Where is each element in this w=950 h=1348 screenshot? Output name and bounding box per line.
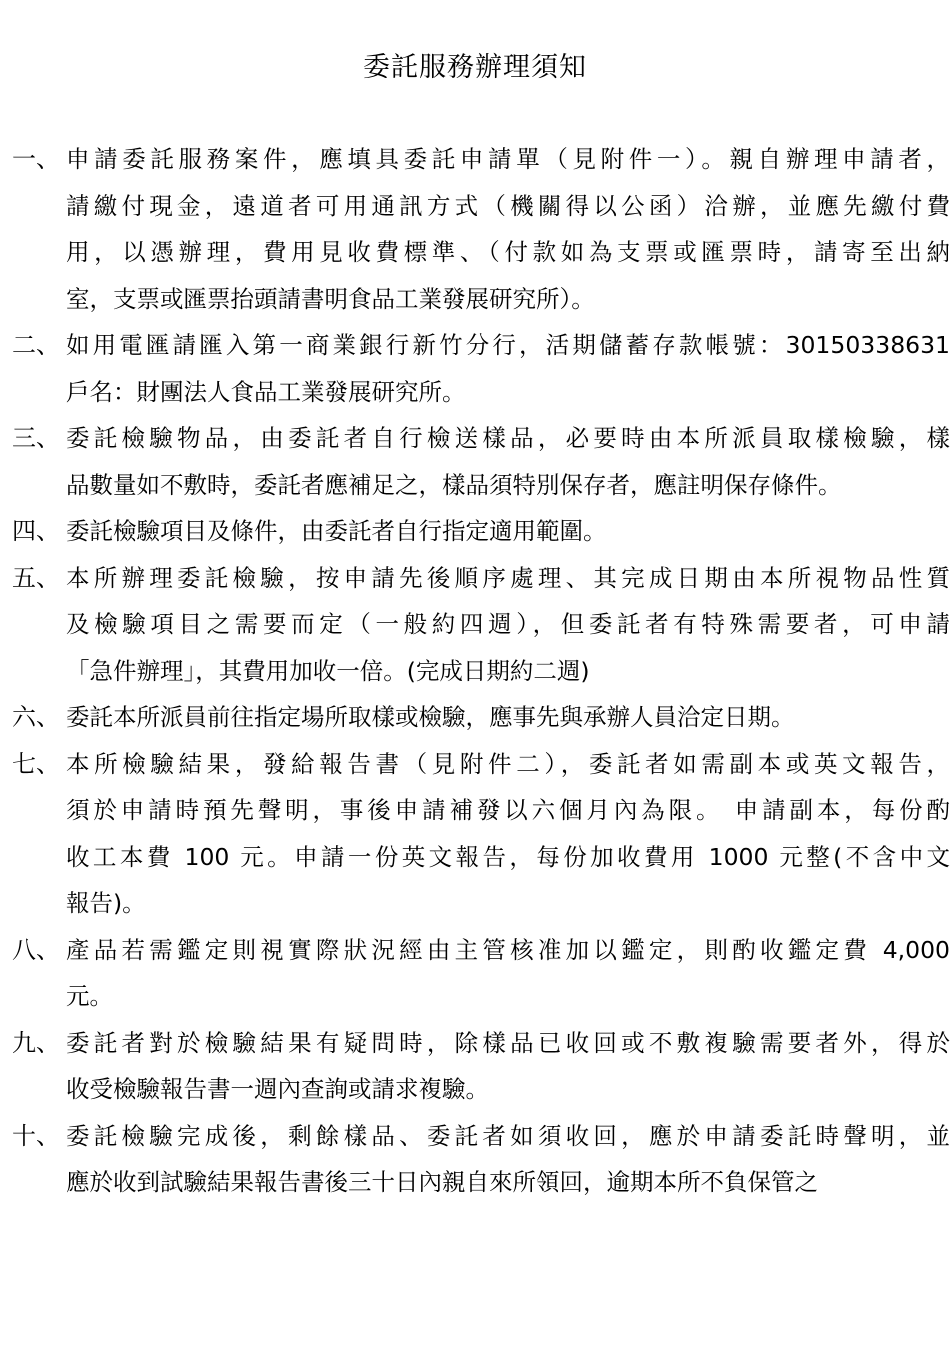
item-text-line: 委託檢驗完成後，剩餘樣品、委託者如須收回，應於申請委託時聲明，並 xyxy=(66,1121,950,1150)
item-text xyxy=(66,1020,950,1113)
item-text-line: 請繳付現金，遠道者可用通訊方式（機關得以公函）洽辦，並應先繳付費 xyxy=(66,191,950,220)
item-text xyxy=(66,415,950,508)
item-text-line: 報告)。 xyxy=(66,889,146,917)
item-number: 二、 xyxy=(12,331,60,359)
item-number: 四、 xyxy=(12,517,60,545)
item-text-line: 申請委託服務案件，應填具委託申請單（見附件一）。親自辦理申請者， xyxy=(66,145,950,173)
list-item xyxy=(0,415,950,508)
item-text-line: 委託檢驗物品，由委託者自行檢送樣品，必要時由本所派員取樣檢驗，樣 xyxy=(66,424,950,452)
item-text xyxy=(66,136,950,322)
item-number: 七、 xyxy=(12,749,60,778)
item-text-line: 委託者對於檢驗結果有疑問時，除樣品已收回或不敷複驗需要者外，得於 xyxy=(66,1028,950,1057)
list-item xyxy=(0,136,950,322)
document-title: 委託服務辦理須知 xyxy=(363,52,587,83)
list-item xyxy=(0,322,950,415)
item-number: 一、 xyxy=(12,145,60,173)
list-item xyxy=(0,694,950,741)
item-text xyxy=(66,927,950,1020)
item-text-line: 用，以憑辦理，費用見收費標準、（付款如為支票或匯票時，請寄至出納 xyxy=(66,238,950,266)
notice-list xyxy=(0,136,950,1206)
item-text-line: 如用電匯請匯入第一商業銀行新竹分行，活期儲蓄存款帳號：30150338631 xyxy=(66,331,950,359)
item-text xyxy=(66,741,950,927)
item-number: 六、 xyxy=(12,703,60,731)
list-item xyxy=(0,927,950,1020)
item-text-line: 元。 xyxy=(66,982,113,1010)
item-text-line: 本所辦理委託檢驗，按申請先後順序處理、其完成日期由本所視物品性質 xyxy=(66,563,950,592)
item-text-line: 收受檢驗報告書一週內查詢或請求複驗。 xyxy=(66,1075,489,1103)
item-number: 八、 xyxy=(12,935,60,964)
item-text-line: 委託本所派員前往指定場所取樣或檢驗，應事先與承辦人員洽定日期。 xyxy=(66,703,795,731)
list-item xyxy=(0,1020,950,1113)
item-text-line: 「急件辦理」，其費用加收一倍。(完成日期約二週) xyxy=(66,656,590,685)
item-text-line: 本所檢驗結果，發給報告書（見附件二），委託者如需副本或英文報告， xyxy=(66,749,950,778)
list-item xyxy=(0,1113,950,1206)
item-text xyxy=(66,1113,950,1206)
item-number: 九、 xyxy=(12,1028,60,1057)
item-text-line: 應於收到試驗結果報告書後三十日內親自來所領回，逾期本所不負保管之 xyxy=(66,1168,818,1196)
item-text xyxy=(66,508,950,555)
item-number: 十、 xyxy=(12,1121,60,1150)
item-number: 五、 xyxy=(12,563,60,592)
item-text-line: 室，支票或匯票抬頭請書明食品工業發展研究所）。 xyxy=(66,284,595,313)
item-text xyxy=(66,322,950,415)
item-text xyxy=(66,694,950,741)
list-item xyxy=(0,508,950,555)
item-text-line: 收工本費 100 元。申請一份英文報告，每份加收費用 1000 元整(不含中文 xyxy=(66,842,950,871)
item-text-line: 須於申請時預先聲明，事後申請補發以六個月內為限。 申請副本，每份酌 xyxy=(66,796,950,824)
item-text-line: 產品若需鑑定則視實際狀況經由主管核准加以鑑定，則酌收鑑定費 4,000 xyxy=(66,935,950,964)
item-text-line: 委託檢驗項目及條件，由委託者自行指定適用範圍。 xyxy=(66,517,607,545)
item-number: 三、 xyxy=(12,424,60,452)
list-item xyxy=(0,741,950,927)
list-item xyxy=(0,555,950,695)
item-text-line: 戶名：財團法人食品工業發展研究所。 xyxy=(66,377,466,406)
item-text-line: 品數量如不敷時，委託者應補足之，樣品須特別保存者，應註明保存條件。 xyxy=(66,470,842,499)
item-text-line: 及檢驗項目之需要而定（一般約四週），但委託者有特殊需要者，可申請 xyxy=(66,610,950,638)
item-text xyxy=(66,555,950,695)
